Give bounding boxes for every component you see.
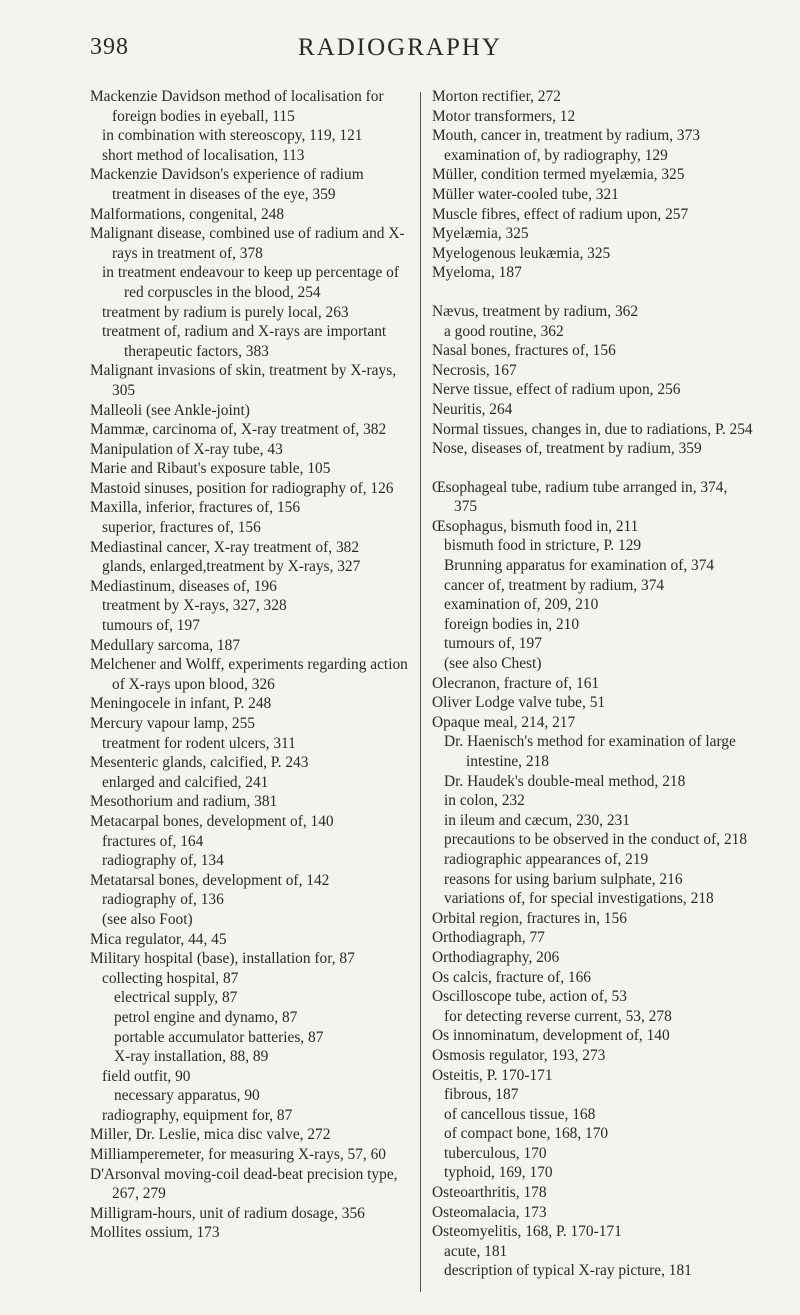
index-entry: Medullary sarcoma, 187	[90, 636, 241, 654]
index-subentry: (see also Chest)	[444, 655, 542, 673]
index-entry: Orthodiagraphy, 206	[432, 948, 560, 966]
index-entry: Mediastinum, diseases of, 196	[90, 577, 277, 595]
index-subentry: short method of localisation, 113	[102, 146, 305, 164]
index-subentry: description of typical X-ray picture, 181	[444, 1262, 692, 1280]
index-subentry: Dr. Haenisch's method for examination of large intestine, 218	[444, 733, 736, 770]
index-subentry: foreign bodies in, 210	[444, 615, 580, 633]
index-subentry: radiographic appearances of, 219	[444, 850, 649, 868]
index-column-right	[432, 87, 754, 1281]
index-entry: Malleoli (see Ankle-joint)	[90, 401, 250, 419]
index-subentry: tumours of, 197	[444, 635, 542, 653]
index-entry: Mackenzie Davidson method of localisation for foreign bodies in eyeball, 115	[90, 88, 384, 125]
index-subentry: radiography, equipment for, 87	[102, 1106, 293, 1124]
index-subentry: for detecting reverse current, 53, 278	[444, 1007, 672, 1025]
index-entry: Oliver Lodge valve tube, 51	[432, 694, 606, 712]
index-entry: Mica regulator, 44, 45	[90, 930, 227, 948]
index-entry: Orthodiagraph, 77	[432, 929, 545, 947]
index-entry: Osteoarthritis, 178	[432, 1184, 547, 1202]
index-entry: Mackenzie Davidson's experience of radium treatment in diseases of the eye, 359	[90, 166, 364, 203]
index-entry: Metacarpal bones, development of, 140	[90, 812, 334, 830]
index-subentry: Dr. Haudek's double-meal method, 218	[444, 772, 686, 790]
index-entry: Necrosis, 167	[432, 361, 517, 379]
index-subentry: X-ray installation, 88, 89	[114, 1048, 269, 1066]
index-entry: Osteomalacia, 173	[432, 1203, 547, 1221]
index-entry: Mediastinal cancer, X-ray treatment of, 382	[90, 538, 360, 556]
index-entry: Nerve tissue, effect of radium upon, 256	[432, 381, 681, 399]
index-subentry: in ileum and cæcum, 230, 231	[444, 811, 630, 829]
index-entry: Miller, Dr. Leslie, mica disc valve, 272	[90, 1126, 331, 1144]
index-entry: Maxilla, inferior, fractures of, 156	[90, 499, 301, 517]
index-entry: Malformations, congenital, 248	[90, 205, 285, 223]
index-subentry: enlarged and calcified, 241	[102, 773, 269, 791]
index-entry: Morton rectifier, 272	[432, 88, 561, 105]
index-subentry: in treatment endeavour to keep up percentage of red corpuscles in the blood, 254	[102, 264, 399, 301]
index-entry: Mesothorium and radium, 381	[90, 793, 278, 811]
index-entry: Opaque meal, 214, 217	[432, 713, 576, 731]
index-subentry: portable accumulator batteries, 87	[114, 1028, 324, 1046]
index-entry: Osteitis, P. 170-171	[432, 1066, 553, 1084]
index-subentry: fractures of, 164	[102, 832, 204, 850]
index-entry: Military hospital (base), installation for, 87	[90, 950, 355, 968]
index-subentry: cancer of, treatment by radium, 374	[444, 576, 665, 594]
index-subentry: field outfit, 90	[102, 1067, 191, 1085]
index-subentry: fibrous, 187	[444, 1086, 519, 1104]
index-entry: Myeloma, 187	[432, 264, 522, 282]
index-subentry: Brunning apparatus for examination of, 374	[444, 557, 715, 575]
index-subentry: precautions to be observed in the conduct of, 218	[444, 831, 748, 849]
index-entry: Œsophagus, bismuth food in, 211	[432, 517, 639, 535]
index-subentry: typhoid, 169, 170	[444, 1164, 553, 1182]
index-entry: Muscle fibres, effect of radium upon, 257	[432, 205, 689, 223]
index-entry: Myelæmia, 325	[432, 225, 529, 243]
index-entry: Marie and Ribaut's exposure table, 105	[90, 460, 331, 478]
index-subentry: tuberculous, 170	[444, 1144, 547, 1162]
page-header	[90, 34, 710, 74]
index-entry: Mercury vapour lamp, 255	[90, 715, 255, 732]
index-subentry: of compact bone, 168, 170	[444, 1125, 609, 1143]
index-subentry: superior, fractures of, 156	[102, 519, 261, 537]
index-entry: Myelogenous leukæmia, 325	[432, 244, 611, 262]
index-subentry: in combination with stereoscopy, 119, 121	[102, 127, 363, 145]
index-entry: Neuritis, 264	[432, 400, 513, 418]
index-entry: D'Arsonval moving-coil dead-beat precision type, 267, 279	[90, 1165, 398, 1203]
index-subentry: collecting hospital, 87	[102, 969, 239, 987]
index-entry: Meningocele in infant, P. 248	[90, 695, 272, 713]
index-entry: Normal tissues, changes in, due to radiations, P. 254	[432, 420, 753, 438]
column-divider	[420, 92, 421, 1292]
index-entry: Milligram-hours, unit of radium dosage, 356	[90, 1204, 365, 1222]
index-entry: Mollites ossium, 173	[90, 1224, 220, 1242]
index-subentry: treatment by radium is purely local, 263	[102, 303, 349, 321]
index-entry: Müller, condition termed myelæmia, 325	[432, 166, 685, 184]
page-number: 398	[90, 34, 129, 60]
index-subentry: petrol engine and dynamo, 87	[114, 1008, 298, 1026]
index-subentry: radiography of, 136	[102, 891, 224, 909]
index-subentry: electrical supply, 87	[114, 989, 238, 1007]
index-subentry: tumours of, 197	[102, 617, 200, 635]
index-entry: Osmosis regulator, 193, 273	[432, 1046, 606, 1064]
index-entry: Osteomyelitis, 168, P. 170-171	[432, 1223, 622, 1241]
index-entry: Nasal bones, fractures of, 156	[432, 342, 616, 360]
index-subentry: treatment for rodent ulcers, 311	[102, 734, 296, 752]
index-subentry: variations of, for special investigations, 218	[444, 890, 714, 908]
index-subentry: radiography of, 134	[102, 852, 224, 870]
index-entry: Melchener and Wolff, experiments regarding action of X-rays upon blood, 326	[90, 656, 408, 693]
index-subentry: bismuth food in stricture, P. 129	[444, 537, 642, 555]
index-column-left	[90, 87, 412, 1243]
index-entry: Müller water-cooled tube, 321	[432, 185, 619, 203]
index-subentry: treatment of, radium and X-rays are important therapeutic factors, 383	[102, 323, 387, 360]
index-entry: Malignant invasions of skin, treatment by X-rays, 305	[90, 362, 397, 399]
index-entry: Nose, diseases of, treatment by radium, 359	[432, 440, 702, 458]
index-subentry: (see also Foot)	[102, 910, 193, 928]
index-entry: Orbital region, fractures in, 156	[432, 909, 627, 927]
index-entry: Milliamperemeter, for measuring X-rays, 57, 60	[90, 1146, 386, 1164]
index-entry: Mouth, cancer in, treatment by radium, 373	[432, 127, 700, 145]
index-entry: Manipulation of X-ray tube, 43	[90, 440, 283, 458]
index-subentry: necessary apparatus, 90	[114, 1087, 260, 1105]
index-subentry: treatment by X-rays, 327, 328	[102, 597, 287, 615]
index-entry: Os innominatum, development of, 140	[432, 1027, 670, 1045]
index-subentry: acute, 181	[444, 1242, 508, 1260]
running-head: RADIOGRAPHY	[298, 34, 502, 61]
index-subentry: a good routine, 362	[444, 322, 564, 340]
index-entry: Metatarsal bones, development of, 142	[90, 871, 330, 889]
index-subentry: reasons for using barium sulphate, 216	[444, 870, 683, 888]
index-entry: Nævus, treatment by radium, 362	[432, 302, 639, 320]
index-entry: Olecranon, fracture of, 161	[432, 674, 600, 692]
index-entry: Oscilloscope tube, action of, 53	[432, 988, 627, 1006]
index-entry: Malignant disease, combined use of radium and X-rays in treatment of, 378	[90, 225, 405, 262]
index-entry: Mastoid sinuses, position for radiography of, 126	[90, 479, 394, 497]
index-entry: Œsophageal tube, radium tube arranged in, 374, 375	[432, 478, 728, 516]
index-subentry: glands, enlarged,treatment by X-rays, 327	[102, 558, 361, 576]
index-subentry: examination of, 209, 210	[444, 596, 599, 614]
index-subentry: of cancellous tissue, 168	[444, 1105, 596, 1123]
index-entry: Os calcis, fracture of, 166	[432, 968, 591, 986]
index-entry: Motor transformers, 12	[432, 107, 576, 125]
index-entry: Mammæ, carcinoma of, X-ray treatment of, 382	[90, 421, 387, 439]
index-subentry: examination of, by radiography, 129	[444, 146, 668, 164]
index-subentry: in colon, 232	[444, 792, 525, 810]
index-entry: Mesenteric glands, calcified, P. 243	[90, 754, 309, 772]
